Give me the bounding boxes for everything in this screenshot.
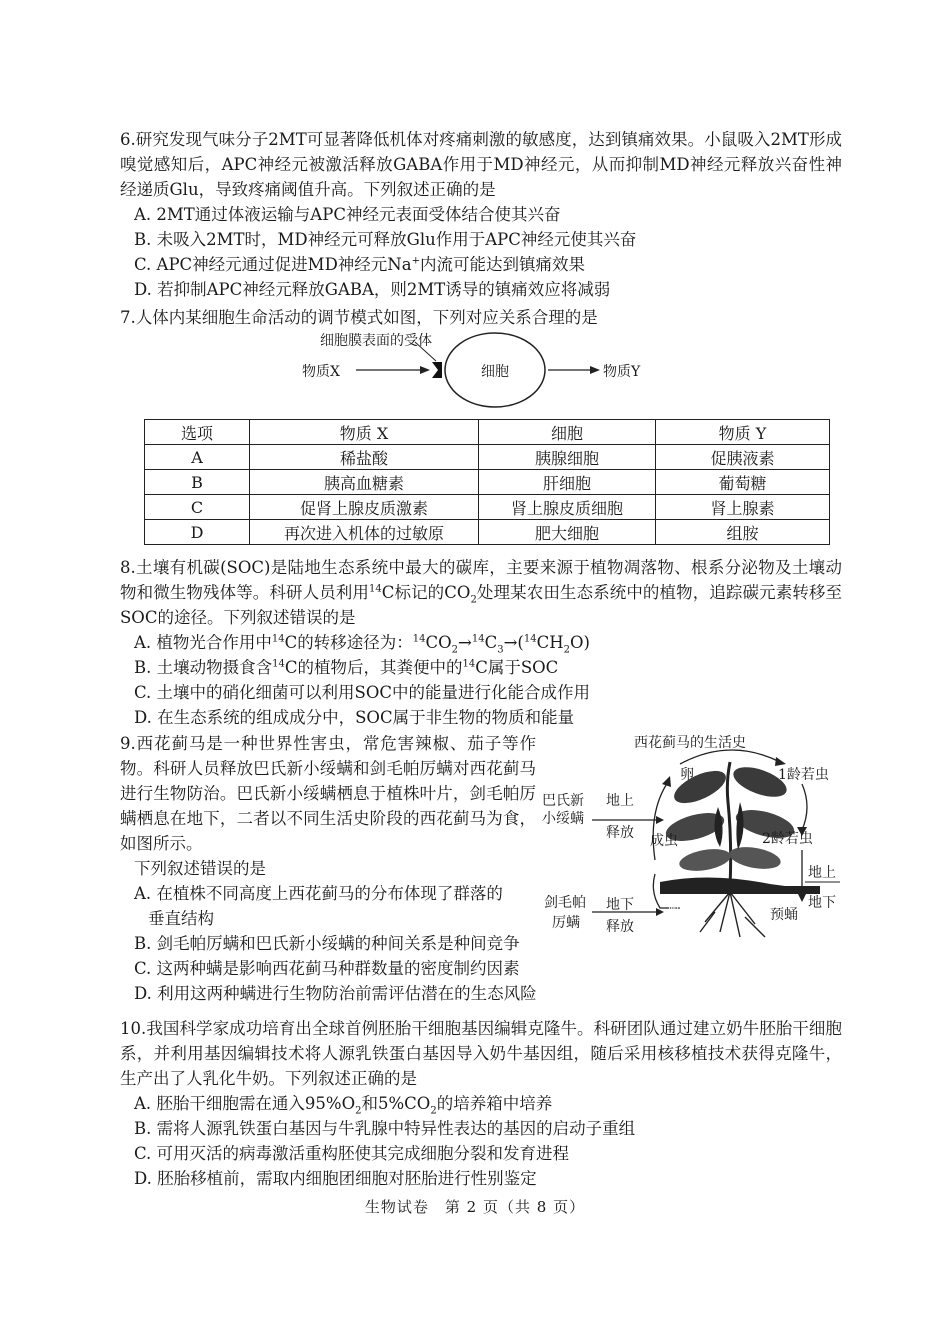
table-cell: A: [145, 445, 250, 470]
stage-larva1: 1龄若虫: [778, 767, 829, 783]
stage-larva2: 2龄若虫: [762, 831, 813, 847]
question-8: [120, 555, 842, 730]
option-b: B. 需将人源乳铁蛋白基因与牛乳腺中特异性表达的基因的启动子重组: [134, 1119, 636, 1138]
substance-x-label: 物质X: [302, 364, 340, 380]
question-9-stem: 9.西花蓟马是一种世界性害虫，常危害辣椒、茄子等作物。科研人员释放巴氏新小绥螨和剑毛帕厉螨对西花蓟马进行生物防治。巴氏新小绥螨栖息于植株叶片，剑毛帕厉螨栖息在地下，二者以不同生活史阶段的西花蓟马为食，如图所示。: [120, 734, 536, 853]
options-table: [144, 419, 830, 545]
mite1-name: 巴氏新: [542, 793, 584, 809]
option-b: B. 土壤动物摄食含$^{14}$C的植物后，其粪便中的$^{14}$C属于SOC: [134, 658, 559, 677]
release1-place: 地上: [606, 793, 634, 809]
table-cell: 肥大细胞: [479, 520, 656, 545]
question-10-stem: 10.我国科学家成功培育出全球首例胚胎干细胞基因编辑克隆牛。科研团队通过建立奶牛胚胎干细胞系，并利用基因编辑技术将人源乳铁蛋白基因导入奶牛基因组，随后采用核移植技术获得克隆牛，生产出了人乳化牛奶。下列叙述正确的是: [120, 1019, 842, 1088]
above-ground-label: 地上: [808, 865, 836, 881]
question-7: [120, 305, 842, 330]
receptor-label: 细胞膜表面的受体: [320, 333, 432, 349]
mite1-name-2: 小绥螨: [542, 811, 584, 827]
table-cell: 再次进入机体的过敏原: [250, 520, 479, 545]
option-c: C. 可用灭活的病毒激活重构胚使其完成细胞分裂和发育进程: [134, 1144, 570, 1163]
option-a: A. 植物光合作用中$^{14}$C的转移途径为：$^{14}CO_2\to^{14}C_3\to(^{14}CH_2O)$: [134, 633, 590, 656]
figure-title: 西花蓟马的生活史: [634, 735, 746, 751]
stage-pupa: 蛹: [668, 903, 682, 919]
question-8-stem: 8.土壤有机碳(SOC)是陆地生态系统中最大的碳库，主要来源于植物凋落物、根系分泌物及土壤动物和微生物残体等。科研人员利用$^{14}$C标记的$CO_2$处理某农田生态系统中的植物，追踪碳元素转移至SOC的途径。下列叙述错误的是: [120, 558, 843, 627]
cell-label: 细胞: [481, 364, 509, 380]
regulation-diagram: [290, 328, 670, 413]
release2-action: 释放: [606, 919, 634, 935]
table-row: [145, 520, 830, 545]
question-6: [120, 127, 842, 302]
option-a: A. 胚胎干细胞需在通入$95\%O_2$和$5\%CO_2$的培养箱中培养: [134, 1094, 553, 1117]
table-cell: 促胰液素: [656, 445, 830, 470]
table-cell: 肾上腺素: [656, 495, 830, 520]
table-header: 物质 X: [250, 420, 479, 445]
option-b: B. 剑毛帕厉螨和巴氏新小绥螨的种间关系是种间竞争: [134, 934, 520, 953]
question-10: [120, 1016, 842, 1191]
table-header: 细胞: [479, 420, 656, 445]
question-9: [120, 731, 536, 881]
table-cell: D: [145, 520, 250, 545]
table-cell: 组胺: [656, 520, 830, 545]
table-header-row: [145, 420, 830, 445]
below-ground-label: 地下: [808, 895, 836, 911]
release2-place: 地下: [606, 897, 634, 913]
table-cell: 胰腺细胞: [479, 445, 656, 470]
table-cell: 促肾上腺皮质激素: [250, 495, 479, 520]
option-a: A. 在植株不同高度上西花蓟马的分布体现了群落的: [134, 884, 503, 903]
table-cell: 稀盐酸: [250, 445, 479, 470]
question-7-stem: 7.人体内某细胞生命活动的调节模式如图，下列对应关系合理的是: [120, 308, 598, 327]
table-header: 物质 Y: [656, 420, 830, 445]
option-d: D. 利用这两种螨进行生物防治前需评估潜在的生态风险: [134, 984, 537, 1003]
option-d: D. 在生态系统的组成成分中，SOC属于非生物的物质和能量: [134, 708, 575, 727]
option-a: A. 2MT通过体液运输与APC神经元表面受体结合使其兴奋: [134, 205, 561, 224]
option-c: C. 土壤中的硝化细菌可以利用SOC中的能量进行化能合成作用: [134, 683, 590, 702]
substance-y-label: 物质Y: [603, 364, 641, 380]
option-b: B. 未吸入2MT时，MD神经元可释放Glu作用于APC神经元使其兴奋: [134, 230, 637, 249]
table-cell: B: [145, 470, 250, 495]
table-cell: 肾上腺皮质细胞: [479, 495, 656, 520]
table-cell: 肝细胞: [479, 470, 656, 495]
option-d: D. 若抑制APC神经元释放GABA，则2MT诱导的镇痛效应将减弱: [134, 280, 611, 299]
question-number: 6.: [120, 130, 136, 149]
release1-action: 释放: [606, 825, 634, 841]
option-a-continued: 垂直结构: [148, 909, 214, 928]
table-row: [145, 445, 830, 470]
thrips-life-history-figure: [540, 732, 840, 947]
mite2-name-2: 厉螨: [552, 915, 580, 931]
question-text: 研究发现气味分子2MT可显著降低机体对疼痛刺激的敏感度，达到镇痛效果。小鼠吸入2MT形成嗅觉感知后，APC神经元被激活释放GABA作用于MD神经元，从而抑制MD神经元释放兴奋性神经递质Glu，导致疼痛阈值升高。下列叙述正确的是: [120, 130, 842, 199]
question-6-stem: [120, 127, 842, 202]
table-row: [145, 495, 830, 520]
receptor-icon: [432, 362, 442, 378]
option-d: D. 胚胎移植前，需取内细胞团细胞对胚胎进行性别鉴定: [134, 1169, 537, 1188]
table-row: [145, 470, 830, 495]
option-c: C. 这两种螨是影响西花蓟马种群数量的密度制约因素: [134, 959, 520, 978]
stage-prepupa: 预蛹: [770, 907, 798, 923]
question-9-prompt: 下列叙述错误的是: [134, 859, 266, 878]
option-c: C. APC神经元通过促进MD神经元Na+内流可能达到镇痛效果: [134, 255, 585, 274]
table-cell: 葡萄糖: [656, 470, 830, 495]
stage-egg: 卵: [680, 767, 694, 783]
table-header: 选项: [145, 420, 250, 445]
stage-adult: 成虫: [650, 833, 678, 849]
table-cell: C: [145, 495, 250, 520]
page-footer: 生物试卷 第 2 页（共 8 页）: [364, 1198, 586, 1216]
mite2-name: 剑毛帕: [544, 895, 586, 911]
table-cell: 胰高血糖素: [250, 470, 479, 495]
